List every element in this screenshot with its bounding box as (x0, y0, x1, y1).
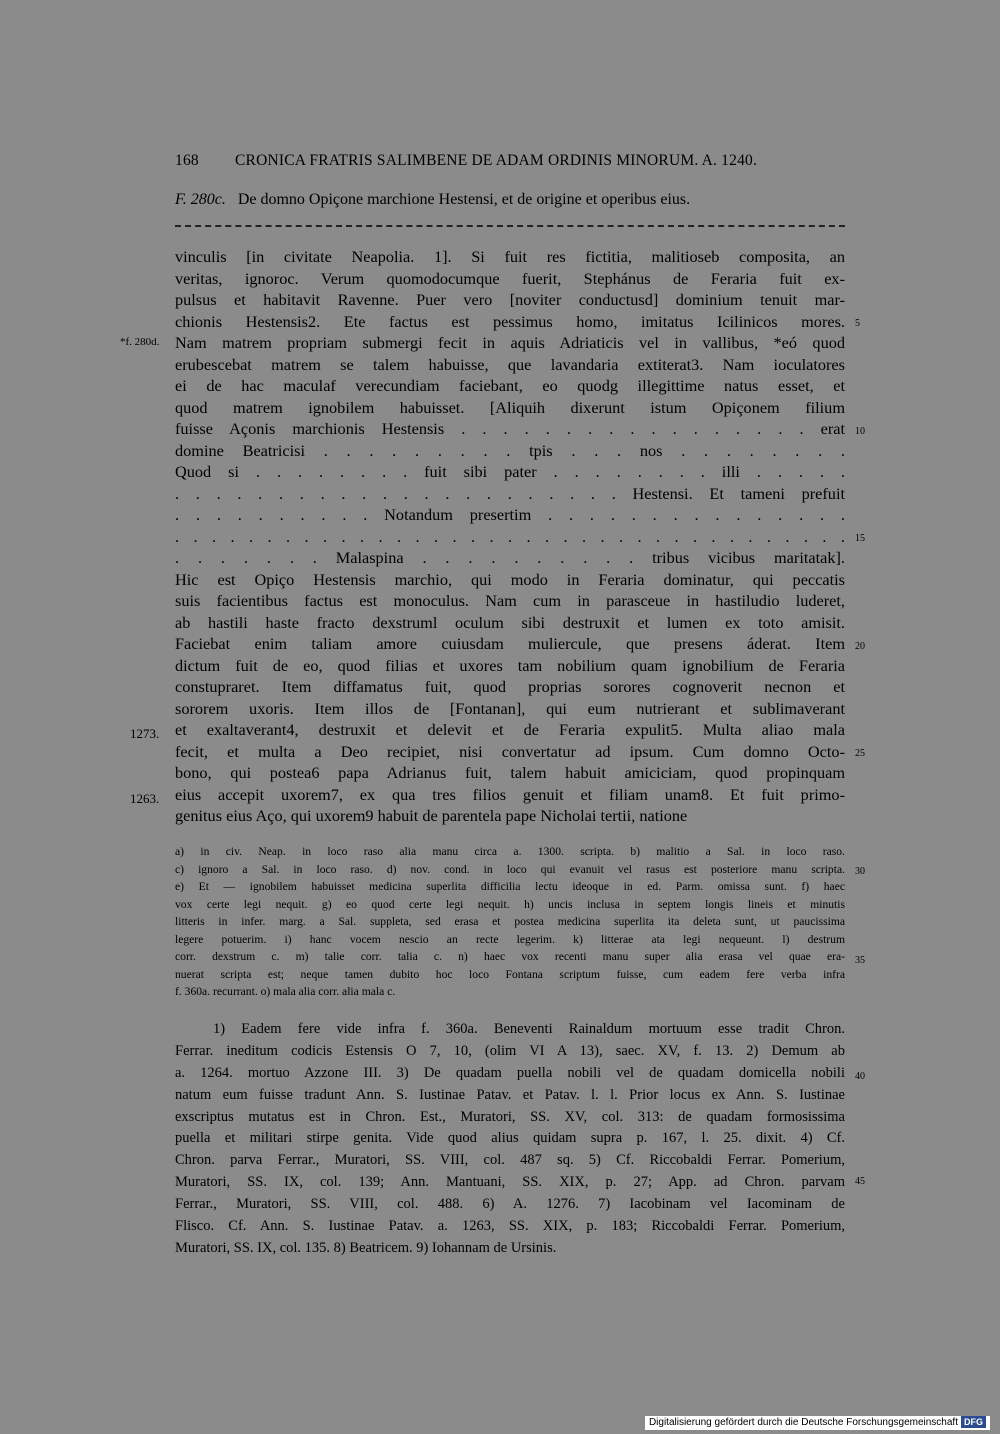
running-header (175, 152, 845, 170)
text-line: pulsus et habitavit Ravenne. Puer vero [noviter conductusd] dominium tenuit mar- (175, 290, 845, 309)
apparatus-line: e) Et — ignobilem habuisset medicina superlita difficilia lectu ideoque in ed. Parm. omissa sunt. f) haec (175, 880, 845, 893)
apparatus-line: nuerat scripta est; neque tamen dubito hoc loco Fontana scriptum fuisse, cum eadem fere verba infra (175, 967, 845, 981)
running-title: CRONICA FRATRIS SALIMBENE DE ADAM ORDINIS MINORUM. A. 1240. (235, 152, 758, 169)
line-number: 10 (855, 426, 865, 437)
footnote-line: natum eum fuisse tradunt Ann. S. Iustinae Patav. et Patav. l. l. Prior locus ex Ann. S. Iustinae (175, 1086, 845, 1103)
footnote-line: Ferrar. ineditum codicis Estensis O 7, 10, (olim VI A 13), saec. XV, f. 13. 2) Demum ab (175, 1042, 845, 1059)
main-text (175, 246, 845, 827)
text-line: Quod si . . . . . . . . fuit sibi pater . . . . . . . . illi . . . . . (175, 462, 845, 481)
margin-year: 1273. (130, 726, 160, 741)
line-number: 25 (855, 748, 865, 759)
footnote-line: 1) Eadem fere vide infra f. 360a. Beneventi Rainaldum mortuum esse tradit Chron. (213, 1021, 845, 1037)
text-line: fuisse Açonis marchionis Hestensis . . . . . . . . . . . . . . . . . erat (175, 419, 845, 438)
line-number: 20 (855, 641, 865, 652)
line-number: 35 (855, 955, 865, 966)
footnotes (175, 1019, 845, 1260)
apparatus-line: f. 360a. recurrant. o) mala alia corr. alia mala c. (175, 985, 396, 998)
margin-folio-mark: *f. 280d. (120, 336, 160, 348)
text-line: chionis Hestensis2. Ete factus est pessimus homo, imitatus Icilinicos mores. (175, 311, 845, 331)
apparatus-line: corr. dexstrum c. m) talie corr. talia c. n) haec vox recenti manu super alia erasa vel quae era- (175, 950, 845, 963)
text-line: eius accepit uxorem7, ex qua tres filios genuit et filiam unam8. Et fuit primo- (175, 784, 845, 804)
apparatus-line: a) in civ. Neap. in loco raso alia manu circa a. 1300. scripta. b) malitio a Sal. in loco raso. (175, 845, 845, 858)
apparatus-line: vox certe legi nequit. g) eo quod certe legi nequit. h) uncis inclusa in septem longis lineis et minutis (175, 897, 845, 911)
footnote-line: Muratori, SS. IX, col. 135. 8) Beatricem. 9) Iohannam de Ursinis. (175, 1239, 557, 1256)
text-line: et exaltaverant4, destruxit et delevit et de Feraria expulit5. Multa aliao mala (175, 720, 845, 739)
section-title: De domno Opiçone marchione Hestensi, et de origine et operibus eius. (237, 191, 691, 208)
text-line: bono, qui postea6 papa Adrianus fuit, talem habuit amiciciam, quod propinquam (175, 763, 845, 782)
footnote-line: Flisco. Cf. Ann. S. Iustinae Patav. a. 1263, SS. XIX, p. 183; Riccobaldi Ferrar. Pomerium, (175, 1218, 845, 1235)
text-line: Hic est Opiço Hestensis marchio, qui modo in Feraria dominatur, qui peccatis (175, 569, 845, 589)
page-number: 168 (175, 152, 199, 169)
text-line: domine Beatricisi . . . . . . . . . tpis . . . nos . . . . . . . . (175, 440, 845, 460)
apparatus-line: c) ignoro a Sal. in loco raso. d) nov. cond. in loco qui evanuit vel rasus est posteriore manu scripta. (175, 862, 845, 876)
text-line: . . . . . . . . . . . . . . . . . . . . . . Hestensi. Et tameni prefuit (175, 483, 845, 503)
text-line: suis facientibus factus est monoculus. Nam cum in parasceue in hastiludio luderet, (175, 591, 845, 610)
text-line: genitus eius Aço, qui uxorem9 habuit de parentela pape Nicholai tertii, natione (175, 806, 688, 825)
text-line: sororem uxoris. Item illos de [Fontanan], qui eum nutrierant et sublimaverant (175, 698, 845, 718)
text-line: erubescebat matrem se talem habuisse, que lavandaria extiterat3. Nam ioculatores (175, 354, 845, 374)
text-line: fecit, et multa a Deo recipiet, nisi convertatur ad ipsum. Cum domno Octo- (175, 741, 845, 761)
line-number: 30 (855, 866, 865, 877)
apparatus-line: legere potuerim. i) hanc vocem nescio an recte legerim. k) litterae ata legi nequeunt. l) destrum (175, 932, 845, 946)
funding-text: Digitalisierung gefördert durch die Deutsche Forschungsgemeinschaft (648, 1417, 958, 1428)
text-line: . . . . . . . . . . Notandum presertim . . . . . . . . . . . . . . . (175, 505, 845, 524)
text-line: ei de hac maculaf verecundiam faciebant, eo quodg illegittime natus esset, et (175, 376, 845, 395)
line-number: 15 (855, 533, 865, 544)
text-line: . . . . . . . . . . . . . . . . . . . . . . . . . . . . . . . . . . . . . (175, 526, 845, 546)
dfg-logo: DFG (961, 1416, 986, 1428)
text-line: veritas, ignoroc. Verum quomodocumque fuerit, Stephánus de Feraria fuit ex- (175, 268, 845, 288)
funding-footer (645, 1416, 990, 1430)
critical-apparatus (175, 843, 845, 1001)
text-line: quod matrem ignobilem habuisset. [Aliquih dixerunt istum Opiçonem filium (175, 397, 845, 417)
text-line: dictum fuit de eo, quod filias et uxores tam nobilium quam ignobilium de Feraria (175, 655, 845, 675)
text-line: . . . . . . . Malaspina . . . . . . . . . . tribus vicibus maritatak]. (175, 548, 845, 567)
footnote-line: Ferrar., Muratori, SS. VIII, col. 488. 6) A. 1276. 7) Iacobinam vel Iacominam de (175, 1196, 845, 1213)
text-line: ab hastili haste fracto dexstruml oculum sibi destruxit et lumen ex toto amisit. (175, 612, 845, 632)
line-number: 40 (855, 1071, 865, 1082)
margin-year: 1263. (130, 791, 160, 806)
folio-reference: F. 280c. (175, 191, 226, 208)
text-line: vinculis [in civitate Neapolia. 1]. Si fuit res fictitia, malitioseb composita, an (175, 247, 845, 266)
line-number: 5 (855, 318, 860, 329)
text-line: Nam matrem propriam submergi fecit in aquis Adriaticis vel in vallibus, *eó quod (175, 333, 845, 352)
section-heading (175, 191, 845, 209)
line-number: 45 (855, 1176, 865, 1187)
text-line: Faciebat enim taliam amore cuiusdam muliercule, que presens áderat. Item (175, 634, 845, 653)
apparatus-line: litteris in infer. marg. a Sal. suppleta, sed erasa et postea medicina superlita ita deleta sunt, ut paucissima (175, 915, 845, 928)
footnote-line: exscriptus mutatus est in Chron. Est., Muratori, SS. XV, col. 313: de quadam formosissima (175, 1108, 845, 1125)
footnote-line: puella et militari stirpe genita. Vide quod alius quidam supra p. 167, l. 25. dixit. 4) Cf. (175, 1130, 845, 1147)
text-line: constupraret. Item diffamatus fuit, quod proprias sorores cognoverit necnon et (175, 677, 845, 696)
footnote-line: Muratori, SS. IX, col. 139; Ann. Mantuani, SS. XIX, p. 27; App. ad Chron. parvam (175, 1174, 845, 1191)
footnote-line: Chron. parva Ferrar., Muratori, SS. VIII, col. 487 sq. 5) Cf. Riccobaldi Ferrar. Pomerium, (175, 1152, 845, 1169)
header-divider (175, 225, 845, 227)
footnote-line: a. 1264. mortuo Azzone III. 3) De quadam puella nobili vel de quadam domicella nobili (175, 1064, 845, 1081)
